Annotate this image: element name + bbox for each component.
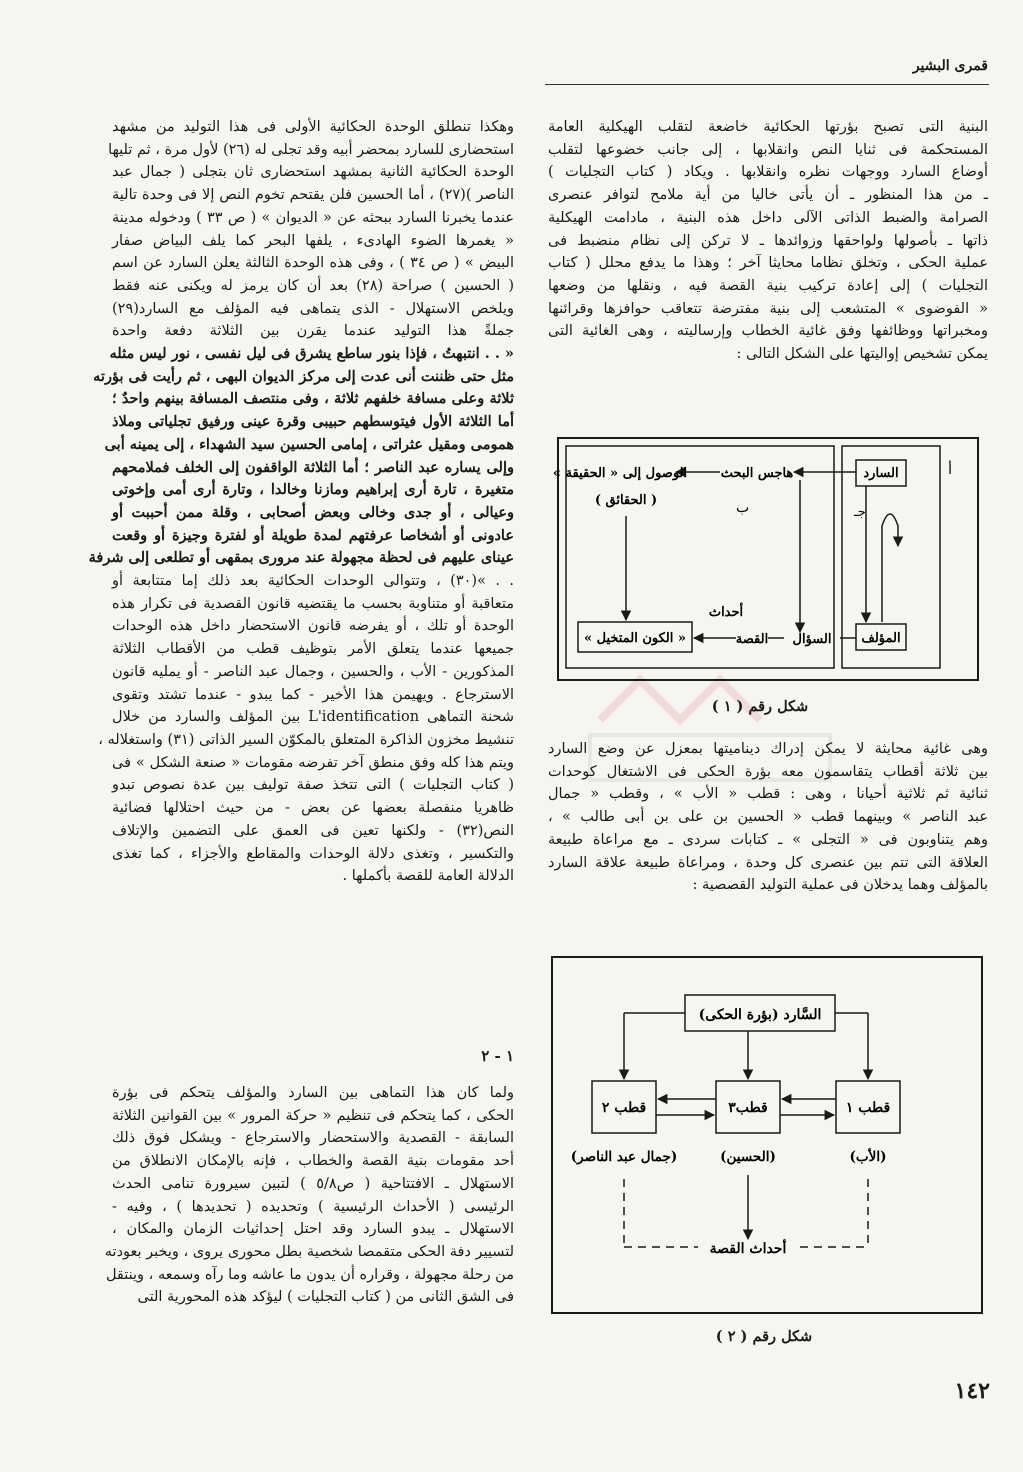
text-line: جميعها عندما يتعلق الأمر بتوظيف قطب من الأقطاب الثلاثة <box>112 641 514 658</box>
text-line: همومى ومقيل عثراتى ، إمامى الحسين سيد الشهداء ، إلى يمينه أبى <box>104 435 514 453</box>
fig2-events: أحداث القصة <box>709 1241 787 1257</box>
text-line: عيناى عليهم فى لحظة مجهولة عند مرورى بمقهى أو تطلعى إلى شرفة <box>88 549 514 567</box>
figure-2-caption: شكل رقم ( ٢ ) <box>715 1328 813 1345</box>
text-line: وهم يتناوبون فى « التجلى » ـ كتابات سردى ـ مع مراعاة طبيعة <box>548 831 988 848</box>
text-line: والتكسير ، وتغذى دلالة الوحدات والمقاطع والأجزاء ، كما تغذى <box>112 845 514 862</box>
text-line: « . . انتبهتُ ، فإذا بنور ساطع يشرق فى ليل نفسى ، نور ليس مثله <box>109 345 514 363</box>
text-line: ثلاثة وعلى مسافة خلفهم ثلاثة ، وفى منتصف المسافة بينهم واحدٌ ؛ <box>112 390 514 408</box>
text-line: ولما كان هذا التماهى بين السارد والمؤلف يتحكم فى بؤرة <box>112 1085 514 1101</box>
fig2-pole3: قطب٣ <box>728 1100 768 1116</box>
text-line: الصرامة والضبط الذاتى الآلى داخل هذه البنية ، مادامت الهيكلية <box>548 209 988 226</box>
text-line: وعيالى ، أو جدى وخالى وبعض أصحابى ، وقلة ممن أحببت أو <box>112 503 514 521</box>
text-line: ـ من هذا المنظور ـ أن يأتى خاليا من أية ملامح لتوافر عنصرى <box>548 187 988 204</box>
text-line: فى الشق الثانى من ( كتاب التجليات ) ليؤكد هذه المحورية التى <box>137 1289 514 1306</box>
text-line: النص(٣٢) - ولكنها تعين فى العمق على التضمين والإتلاف <box>112 822 514 839</box>
text-line: الوحدة أو تلك ، أو يفرضه قانون الاستحضار داخل هذه الوحدات <box>112 618 514 635</box>
text-line: « الفوضوى » المتشعب إلى بنية مفترضة تتعاقب حوافزها وقرائنها <box>548 300 988 317</box>
fig1-sual: السؤال <box>792 632 832 647</box>
figure-2-diagram <box>550 955 984 1317</box>
text-line: تنشيط مخزون الذاكرة المتعلق بالمكوّن السير الذاتى (٣١) واستغلاله ، <box>98 731 514 748</box>
fig1-qissa: القصة <box>735 632 769 647</box>
text-line: من رحلة مجهولة ، وقراره أن يدون ما عاشه وما رآه وسمعه ، وينتقل <box>105 1266 514 1283</box>
fig2-nasser: (جمال عبد الناصر) <box>570 1149 678 1165</box>
text-line: المستحكمة فى ثنايا النص وانقلابها ، إلى جانب خضوعها لتقلب <box>548 141 988 158</box>
text-line: ومخبراتها ووظائفها وفق غائية الخطاب وإرساليته ، وهى الغائية التى <box>548 323 988 340</box>
text-line: متعاقبة أو متناوبة بحسب ما يقتضيه قانون القصدية فى تكرار هذه <box>112 595 514 612</box>
text-line: جملةً هذا التوليد عندما يقرن بين الثلاثة دفعة واحدة <box>112 323 514 340</box>
fig1-hajis: هاجس البحث <box>720 466 794 481</box>
text-line: الاسترجاع . ويهيمن هذا الأخير - كما يبدو - عندما تشتد وتقوى <box>112 686 514 703</box>
text-line: وإلى يساره عبد الناصر ؛ أما الثلاثة الواقفون إلى الخلف فملامحهم <box>112 458 514 476</box>
text-line: الاستهلال ـ يبدو السارد وقد احتل إحداثيات الزمان والمكان ، <box>112 1221 514 1238</box>
fig1-wusul: الوصول إلى « الحقيقة » <box>552 466 688 481</box>
text-line: البنية التى تصبح بؤرتها الحكائية خاضعة لتقلب الهيكلية العامة <box>548 119 988 135</box>
text-line: ويتم هذا كله وفق منطق آخر تفرضه مقومات « صنعة الشكل » فى <box>112 754 514 771</box>
page-number: ١٤٢ <box>954 1378 990 1404</box>
figure-1-caption: شكل رقم ( ١ ) <box>711 698 809 715</box>
text-line: وهى غائية محايثة لا يمكن إدراك ديناميتها بمعزل عن وضع السارد <box>548 741 988 757</box>
text-line: أوضاع السارد ووجهات نظره وانقلابها . ويكاد ( كتاب التجليات ) <box>548 164 988 181</box>
text-line: استحضارى للسارد بمحضر أبيه وقد تجلى له (٢٦) لأول مرة ، ثم تليها <box>108 141 514 158</box>
text-line: عادونى أو أشخاصا عرفتهم لمدة طويلة أو لفترة وجيزة أو وقعت <box>112 526 514 544</box>
fig2-husayn: (الحسين) <box>720 1149 776 1165</box>
text-line: بالمؤلف وهما يدخلان فى عملية التوليد القصصية : <box>692 877 988 894</box>
text-line: السابقة - القصدية والاستحضار والاسترجاع - ويشكل فوق ذلك <box>112 1130 514 1147</box>
fig1-muallif: المؤلف <box>861 631 901 646</box>
header-rule <box>545 84 989 85</box>
text-line: ( كتاب التجليات ) التى تتخذ صفة توليف بين عدة نصوص تبدو <box>112 777 514 794</box>
text-line: الوحدة الحكائية الثانية بمشهد استحضارى ثان بتجلى ( جمال عبد <box>112 164 514 181</box>
text-line: ويلخص الاستهلال - الذى يتماهى فيه المؤلف مع السارد(٢٩) <box>112 300 514 317</box>
text-line: المذكورين - الأب ، والحسين ، وجمال عبد الناصر - أو يمليه قانون <box>112 663 514 680</box>
fig1-sarid: السارد <box>863 466 899 481</box>
fig2-pole2: قطب ٢ <box>601 1100 647 1116</box>
running-header: قمرى البشير <box>912 58 988 74</box>
figure-1-diagram <box>552 436 982 684</box>
text-line: التجليات ) إلى إعادة تركيب بنية القصة فيه ، ونقلها من وضعها <box>548 277 988 294</box>
fig1-label-a: أ <box>948 462 952 478</box>
text-line: مثل حتى ظننت أنى عدت إلى مركز الديوان البهى ، ثم رأيت فى بؤرته <box>93 367 514 385</box>
text-line: عبد الناصر » وبينهما قطب « الحسين بن على بن أبى طالب » ، <box>548 809 988 826</box>
fig1-ahdath: أحداث <box>708 605 744 620</box>
text-line: الرئيسى ( الأحداث الرئيسية ) وتحديده ( تحديدها ) ، وفيه - <box>112 1198 514 1215</box>
text-line: الحكى ، كما يتحكم فى تنظيم « حركة المرور » بين القوانين الثلاثة <box>112 1107 514 1124</box>
right-column-paragraph-2 <box>548 738 988 897</box>
text-line: يمكن تشخيص إواليتها على الشكل التالى : <box>736 346 988 363</box>
text-line: عملية الحكى ، وتخلق نظاما محايثا آخر ؛ وهذا ما يدفع محلل ( كتاب <box>548 255 988 272</box>
text-line: ثنائية ثم ثلاثية أحيانا ، وهى : قطب « الأب » ، وقطب « جمال <box>548 786 988 803</box>
text-line: متغيرة ، تارة أرى إبراهيم ومازنا وخالدا ، وتارة أرى أمى وإخوتى <box>112 481 514 499</box>
text-line: ( الحسين ) صراحة (٢٨) بعد أن كان يرمز له ويكنى عنه فقط <box>112 277 514 294</box>
right-column-paragraph-1 <box>548 116 988 366</box>
fig1-kawn: « الكون المتخيل » <box>583 631 687 646</box>
left-column-paragraph-2 <box>104 1082 515 1309</box>
text-line: بين ثلاثة أقطاب يتقاسمون معه بؤرة الحكى فى الاشتغال كوحدات <box>548 763 988 780</box>
text-line: الاستهلال ـ الافتتاحية ( ص٥/٨ ) لتبين سيرورة تنامى الحدث <box>112 1175 515 1192</box>
fig1-label-b: ب <box>736 500 750 516</box>
text-line: البيض » ( ص ٣٤ ) ، وفى هذه الوحدة الثالثة يعلن السارد عن اسم <box>112 255 514 272</box>
fig1-label-j: جـ <box>854 505 866 520</box>
left-column-paragraph-1 <box>88 116 514 888</box>
text-line: وهكذا تنطلق الوحدة الحكائية الأولى فى هذا التوليد من مشهد <box>112 119 514 135</box>
text-line: العلاقة التى تتم بين عنصرى كل وحدة ، ومراعاة طبيعة علاقة السارد <box>548 854 988 871</box>
text-line: عندما يخبرنا السارد ببحثه عن « الديوان » ( ص ٣٣ ) ودخوله مدينة <box>112 209 514 226</box>
text-line: ذاتها ـ بأصولها ولواحقها وزوائدها ـ لا تركن إلى نظام منضبط فى <box>548 232 988 249</box>
text-line: لتسيير دفة الحكى متقمصا شخصية بطل محورى يروى ، ويخبر بعودته <box>104 1243 514 1260</box>
text-line: الدلالة العامة للقصة بأكملها . <box>342 868 514 885</box>
fig1-haqaiq: ( الحقائق ) <box>594 493 658 508</box>
section-number: ١ - ٢ <box>481 1047 514 1065</box>
text-line: « يغمرها الضوء الهادىء ، يلفها البحر كما يلف البياض صفار <box>112 232 514 249</box>
text-line: الناصر )(٢٧) ، أما الحسين فلن يقتحم تخوم النص إلا فى وحدة تالية <box>112 187 514 204</box>
fig2-father: (الأب) <box>849 1149 887 1165</box>
text-line: شحنة التماهى L'identification بين المؤلف والسارد من خلال <box>112 709 514 726</box>
fig2-sarid-hub: السَّارد (بؤرة الحكى) <box>698 1007 822 1023</box>
text-line: . . »(٣٠) ، وتتوالى الوحدات الحكائية بعد ذلك إما متتابعة أو <box>112 573 514 590</box>
text-line: أما الثلاثة الأول فيتوسطهم حبيبى وقرة عينى ورفيق تجلياتى وملاذ <box>112 413 514 431</box>
text-line: ظاهريا منفصلة بعضها عن بعض - من حيث احتلالها فضائية <box>112 800 514 817</box>
text-line: أحد مقومات بنية القصة والخطاب ، فإنه بالإمكان الانطلاق من <box>112 1153 514 1170</box>
fig2-pole1: قطب ١ <box>845 1100 891 1116</box>
